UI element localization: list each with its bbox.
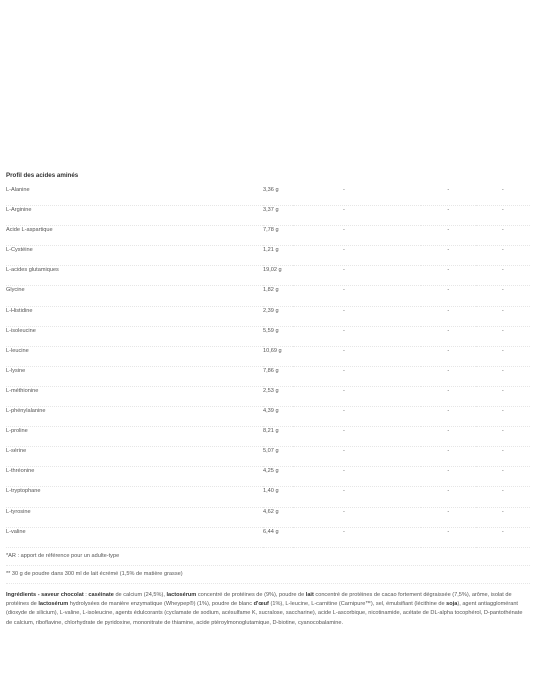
column-4-value: - (476, 186, 531, 206)
amino-acid-name: L-phénylalanine (6, 407, 263, 427)
amino-acid-name: L-Arginine (6, 206, 263, 226)
ingredient-text: concentré de protéines de cacao fortement dégraissée (7,5%), arôme, isolat de protéines de (6, 591, 512, 607)
amino-acid-value: 5,59 g (263, 326, 293, 346)
amino-acid-name: L-Histidine (6, 306, 263, 326)
ingredient-text: ), agent antiagglomérant (dioxyde de silicium), L-valine, L-isoleucine, agents édulcorants (cyclamate de sodium, acésulfame K, sucralose, saccharine), acide L-ascorbique, nicotinamide, acétate de DL-alpha tocophérol, D-pantothénate de calcium, riboflavine, chlorhydrate de pyridoxine, mononitrate de thiamine, acide ptéroylmonoglutamique, D-biotine, cyanocobalamine. (6, 600, 523, 626)
amino-acid-name: L-sérine (6, 447, 263, 467)
note-serving: ** 30 g de poudre dans 300 ml de lait écrémé (1,5% de matière grasse) (6, 569, 530, 584)
section-title: Profil des acides aminés (6, 172, 79, 179)
ingredient-text: hydrolysées de manière enzymatique (Wheypep®) (1%), poudre de blanc (68, 600, 254, 607)
ingredient-allergen: lait (305, 591, 314, 598)
table-row (6, 186, 530, 206)
column-4-value: - (476, 286, 531, 306)
column-4-value: - (476, 467, 531, 487)
table-row (6, 346, 530, 366)
column-3-value: - (421, 447, 476, 467)
column-2-value: - (293, 467, 421, 487)
column-4-value: - (476, 507, 531, 527)
column-3-value: - (421, 507, 476, 527)
column-4-value: - (476, 226, 531, 246)
ingredient-allergen: d'œuf (253, 600, 269, 607)
amino-acid-value: 1,40 g (263, 487, 293, 507)
column-3-value: - (421, 266, 476, 286)
ingredient-text: (1%), L-leucine, L-carnitine (Carnipure™), sel, émulsifiant (lécithine de (268, 600, 447, 607)
column-3-value: - (421, 527, 476, 547)
amino-acid-name: L-lysine (6, 366, 263, 386)
amino-acid-name: L-proline (6, 427, 263, 447)
table-row (6, 447, 530, 467)
column-2-value: - (293, 487, 421, 507)
amino-acid-section (6, 172, 530, 628)
amino-acid-value: 4,62 g (263, 507, 293, 527)
table-row (6, 507, 530, 527)
column-2-value: - (293, 266, 421, 286)
table-row (6, 386, 530, 406)
column-3-value: - (421, 467, 476, 487)
column-2-value: - (293, 186, 421, 206)
ingredient-allergen: lactosérum (38, 600, 69, 607)
column-2-value: - (293, 407, 421, 427)
column-4-value: - (476, 266, 531, 286)
column-2-value: - (293, 326, 421, 346)
table-row (6, 306, 530, 326)
column-2-value: - (293, 366, 421, 386)
column-3-value: - (421, 487, 476, 507)
amino-acid-value: 7,78 g (263, 226, 293, 246)
table-row (6, 286, 530, 306)
column-3-value: - (421, 366, 476, 386)
column-4-value: - (476, 407, 531, 427)
table-row (6, 246, 530, 266)
amino-acid-name: L-Alanine (6, 186, 263, 206)
column-4-value: - (476, 527, 531, 547)
amino-acid-value: 6,44 g (263, 527, 293, 547)
column-3-value: - (421, 386, 476, 406)
column-2-value: - (293, 226, 421, 246)
column-2-value: - (293, 206, 421, 226)
table-row (6, 527, 530, 547)
column-2-value: - (293, 427, 421, 447)
column-4-value: - (476, 306, 531, 326)
amino-acid-name: L-leucine (6, 346, 263, 366)
column-2-value: - (293, 286, 421, 306)
amino-acid-value: 10,69 g (263, 346, 293, 366)
ingredient-text: de calcium (24,5%), (113, 591, 167, 598)
ingredient-allergen: lactosérum (166, 591, 197, 598)
amino-acid-value: 1,21 g (263, 246, 293, 266)
amino-acid-value: 2,53 g (263, 386, 293, 406)
table-row (6, 326, 530, 346)
amino-acid-name: L-méthionine (6, 386, 263, 406)
column-3-value: - (421, 306, 476, 326)
column-4-value: - (476, 346, 531, 366)
column-4-value: - (476, 206, 531, 226)
amino-acid-name: L-tyrosine (6, 507, 263, 527)
column-2-value: - (293, 447, 421, 467)
amino-acid-value: 3,37 g (263, 206, 293, 226)
column-3-value: - (421, 226, 476, 246)
table-row (6, 366, 530, 386)
amino-acid-table-body (6, 186, 530, 547)
table-row (6, 487, 530, 507)
amino-acid-name: L-acides glutamiques (6, 266, 263, 286)
amino-acid-value: 1,82 g (263, 286, 293, 306)
column-4-value: - (476, 246, 531, 266)
amino-acid-name: Glycine (6, 286, 263, 306)
amino-acid-name: L-valine (6, 527, 263, 547)
column-4-value: - (476, 386, 531, 406)
ingredients-label: Ingrédients - saveur chocolat (6, 591, 84, 598)
amino-acid-value: 19,02 g (263, 266, 293, 286)
note-ar: *AR : apport de référence pour un adulte-type (6, 551, 530, 566)
amino-acid-value: 4,25 g (263, 467, 293, 487)
column-2-value: - (293, 507, 421, 527)
column-3-value: - (421, 286, 476, 306)
amino-acid-value: 7,86 g (263, 366, 293, 386)
amino-acid-name: L-tryptophane (6, 487, 263, 507)
ingredient-allergen: caséinate (88, 591, 114, 598)
column-4-value: - (476, 447, 531, 467)
table-row (6, 407, 530, 427)
amino-acid-value: 4,39 g (263, 407, 293, 427)
column-2-value: - (293, 527, 421, 547)
column-4-value: - (476, 366, 531, 386)
column-2-value: - (293, 346, 421, 366)
column-3-value: - (421, 326, 476, 346)
table-row (6, 467, 530, 487)
ingredients-text (6, 592, 522, 626)
column-2-value: - (293, 306, 421, 326)
amino-acid-name: L-Cystéine (6, 246, 263, 266)
column-3-value: - (421, 346, 476, 366)
column-3-value: - (421, 407, 476, 427)
table-row (6, 206, 530, 226)
column-2-value: - (293, 386, 421, 406)
amino-acid-name: L-isoleucine (6, 326, 263, 346)
ingredient-text: concentré de protéines de (9%), poudre de (196, 591, 306, 598)
column-3-value: - (421, 427, 476, 447)
amino-acid-table (6, 186, 530, 548)
amino-acid-value: 2,39 g (263, 306, 293, 326)
column-4-value: - (476, 326, 531, 346)
column-3-value: - (421, 206, 476, 226)
amino-acid-value: 3,36 g (263, 186, 293, 206)
ingredient-allergen: soja (446, 600, 458, 607)
column-3-value: - (421, 186, 476, 206)
amino-acid-value: 8,21 g (263, 427, 293, 447)
ingredient-text: : (83, 591, 89, 598)
amino-acid-name: L-thréonine (6, 467, 263, 487)
table-row (6, 226, 530, 246)
column-2-value: - (293, 246, 421, 266)
column-4-value: - (476, 487, 531, 507)
ingredients-paragraph (6, 591, 526, 628)
table-row (6, 266, 530, 286)
column-3-value: - (421, 246, 476, 266)
column-4-value: - (476, 427, 531, 447)
table-row (6, 427, 530, 447)
amino-acid-value: 5,07 g (263, 447, 293, 467)
amino-acid-name: Acide L-aspartique (6, 226, 263, 246)
